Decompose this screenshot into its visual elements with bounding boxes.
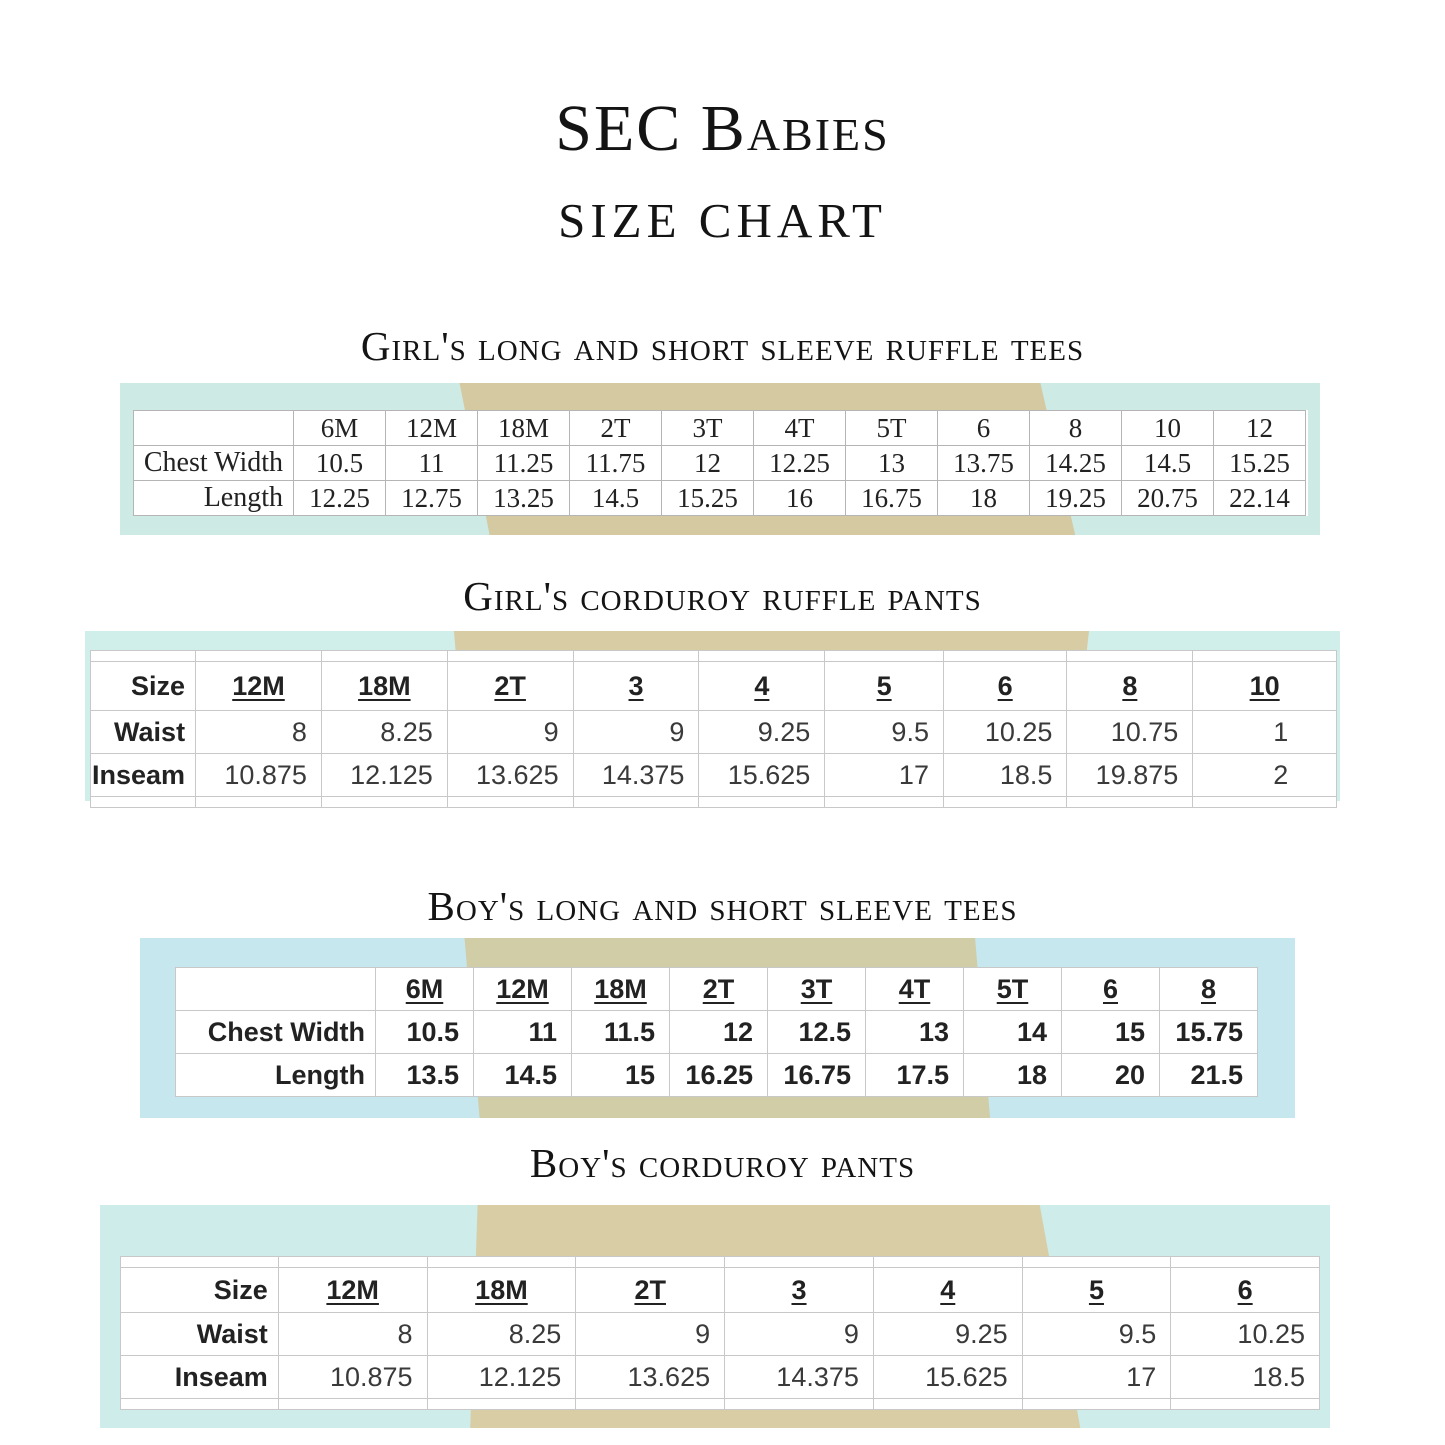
value-cell: 9.25 <box>699 711 825 754</box>
value-cell: 9.5 <box>825 711 944 754</box>
value-cell: 16.25 <box>670 1054 768 1097</box>
value-cell: 18.5 <box>943 754 1066 797</box>
row-label: Inseam <box>91 754 196 797</box>
size-header-cell: 2T <box>670 968 768 1011</box>
section-heading-boys-pants: Boy's corduroy pants <box>529 1140 916 1186</box>
size-header-cell: 4T <box>866 968 964 1011</box>
value-cell: 15.625 <box>873 1356 1022 1399</box>
value-cell: 14.375 <box>725 1356 874 1399</box>
size-header-cell: 3 <box>573 662 699 711</box>
grid-sliver-cell <box>873 1257 1022 1268</box>
size-header-cell: 2T <box>570 411 662 446</box>
value-cell: 11.5 <box>572 1011 670 1054</box>
grid-sliver-cell <box>1067 651 1193 662</box>
size-header-cell: 6 <box>938 411 1030 446</box>
value-cell: 9 <box>725 1313 874 1356</box>
value-cell: 17 <box>825 754 944 797</box>
grid-sliver-cell <box>576 1399 725 1410</box>
value-cell: 9 <box>573 711 699 754</box>
value-cell: 9.5 <box>1022 1313 1171 1356</box>
value-cell: 8.25 <box>427 1313 576 1356</box>
row-label: Inseam <box>121 1356 279 1399</box>
value-cell: 12.125 <box>321 754 447 797</box>
row-label: Chest Width <box>134 446 294 481</box>
value-cell: 10.25 <box>943 711 1066 754</box>
value-cell: 12.25 <box>294 481 386 516</box>
grid-sliver-cell <box>427 1399 576 1410</box>
grid-sliver-cell <box>196 797 322 808</box>
size-header-cell: 8 <box>1160 968 1258 1011</box>
value-cell: 11.25 <box>478 446 570 481</box>
value-cell: 12.25 <box>754 446 846 481</box>
grid-sliver-cell <box>699 797 825 808</box>
table <box>120 1256 1320 1410</box>
value-cell: 10.75 <box>1067 711 1193 754</box>
value-cell: 22.14 <box>1214 481 1306 516</box>
size-header-cell: 10 <box>1122 411 1214 446</box>
size-header-cell: 6 <box>1171 1268 1320 1313</box>
value-cell: 10.5 <box>376 1011 474 1054</box>
value-cell: 11 <box>474 1011 572 1054</box>
grid-sliver-cell <box>576 1257 725 1268</box>
value-cell: 15.625 <box>699 754 825 797</box>
size-header-cell: 6 <box>943 662 1066 711</box>
grid-sliver-cell <box>278 1399 427 1410</box>
value-cell: 9.25 <box>873 1313 1022 1356</box>
value-cell: 15 <box>1062 1011 1160 1054</box>
grid-sliver-cell <box>1171 1257 1320 1268</box>
grid-sliver-cell <box>725 1257 874 1268</box>
value-cell: 15.75 <box>1160 1011 1258 1054</box>
value-cell: 13.625 <box>576 1356 725 1399</box>
corner-cell: Size <box>91 662 196 711</box>
value-cell: 13.75 <box>938 446 1030 481</box>
value-cell: 15.25 <box>1214 446 1306 481</box>
value-cell: 9 <box>447 711 573 754</box>
page-subtitle: SIZE CHART <box>558 193 887 248</box>
row-label: Waist <box>91 711 196 754</box>
corner-cell <box>134 411 294 446</box>
value-cell: 10.25 <box>1171 1313 1320 1356</box>
size-header-cell: 12M <box>278 1268 427 1313</box>
value-cell: 1 <box>1193 711 1337 754</box>
value-cell: 17.5 <box>866 1054 964 1097</box>
size-header-cell: 10 <box>1193 662 1337 711</box>
value-cell: 15 <box>572 1054 670 1097</box>
grid-sliver-cell <box>121 1257 279 1268</box>
value-cell: 9 <box>576 1313 725 1356</box>
value-cell: 14.5 <box>474 1054 572 1097</box>
size-header-cell: 5T <box>846 411 938 446</box>
value-cell: 13.5 <box>376 1054 474 1097</box>
value-cell: 19.25 <box>1030 481 1122 516</box>
grid-sliver-cell <box>943 651 1066 662</box>
size-table-boys-pants <box>120 1256 1320 1410</box>
value-cell: 18.5 <box>1171 1356 1320 1399</box>
corner-cell: Size <box>121 1268 279 1313</box>
size-header-cell: 3T <box>768 968 866 1011</box>
grid-sliver-cell <box>321 651 447 662</box>
grid-sliver-cell <box>1193 797 1337 808</box>
value-cell: 12.75 <box>386 481 478 516</box>
size-header-cell: 18M <box>572 968 670 1011</box>
size-header-cell: 3T <box>662 411 754 446</box>
size-header-cell: 6 <box>1062 968 1160 1011</box>
value-cell: 8 <box>278 1313 427 1356</box>
section-heading-girls-tees: Girl's long and short sleeve ruffle tees <box>360 323 1085 369</box>
value-cell: 11.75 <box>570 446 662 481</box>
value-cell: 11 <box>386 446 478 481</box>
size-table-girls-tees <box>133 410 1308 516</box>
corner-cell <box>176 968 376 1011</box>
row-label: Length <box>176 1054 376 1097</box>
size-header-cell: 8 <box>1030 411 1122 446</box>
size-header-cell: 5 <box>825 662 944 711</box>
value-cell: 10.5 <box>294 446 386 481</box>
size-header-cell: 12M <box>196 662 322 711</box>
value-cell: 8 <box>196 711 322 754</box>
size-header-cell: 2T <box>447 662 573 711</box>
value-cell: 14.5 <box>1122 446 1214 481</box>
page-title: SEC Babies <box>555 92 890 165</box>
value-cell: 14.25 <box>1030 446 1122 481</box>
value-cell: 15.25 <box>662 481 754 516</box>
grid-sliver-cell <box>1022 1257 1171 1268</box>
size-header-cell: 6M <box>376 968 474 1011</box>
grid-sliver-cell <box>278 1257 427 1268</box>
size-header-cell: 8 <box>1067 662 1193 711</box>
grid-sliver-cell <box>699 651 825 662</box>
size-header-cell: 18M <box>427 1268 576 1313</box>
grid-sliver-cell <box>1067 797 1193 808</box>
table <box>133 410 1306 516</box>
value-cell: 17 <box>1022 1356 1171 1399</box>
grid-sliver-cell <box>447 651 573 662</box>
value-cell: 16.75 <box>846 481 938 516</box>
value-cell: 16.75 <box>768 1054 866 1097</box>
value-cell: 12 <box>670 1011 768 1054</box>
value-cell: 20.75 <box>1122 481 1214 516</box>
grid-sliver-cell <box>447 797 573 808</box>
row-label: Chest Width <box>176 1011 376 1054</box>
value-cell: 13 <box>866 1011 964 1054</box>
grid-sliver-cell <box>427 1257 576 1268</box>
grid-sliver-cell <box>725 1399 874 1410</box>
size-header-cell: 18M <box>321 662 447 711</box>
size-table-girls-pants <box>90 650 1337 808</box>
value-cell: 14.375 <box>573 754 699 797</box>
grid-sliver-cell <box>91 651 196 662</box>
value-cell: 13.25 <box>478 481 570 516</box>
row-label: Length <box>134 481 294 516</box>
size-header-cell: 4 <box>873 1268 1022 1313</box>
size-header-cell: 6M <box>294 411 386 446</box>
size-header-cell: 4 <box>699 662 825 711</box>
grid-sliver-cell <box>573 651 699 662</box>
value-cell: 13 <box>846 446 938 481</box>
table <box>90 650 1337 808</box>
value-cell: 2 <box>1193 754 1337 797</box>
value-cell: 12.125 <box>427 1356 576 1399</box>
size-header-cell: 5 <box>1022 1268 1171 1313</box>
grid-sliver-cell <box>321 797 447 808</box>
section-heading-boys-tees: Boy's long and short sleeve tees <box>427 883 1018 929</box>
section-heading-girls-pants: Girl's corduroy ruffle pants <box>463 573 982 619</box>
grid-sliver-cell <box>1193 651 1337 662</box>
grid-sliver-cell <box>873 1399 1022 1410</box>
grid-sliver-cell <box>943 797 1066 808</box>
table <box>175 967 1258 1097</box>
grid-sliver-cell <box>1171 1399 1320 1410</box>
size-header-cell: 12M <box>386 411 478 446</box>
value-cell: 20 <box>1062 1054 1160 1097</box>
value-cell: 18 <box>964 1054 1062 1097</box>
value-cell: 10.875 <box>196 754 322 797</box>
value-cell: 14 <box>964 1011 1062 1054</box>
size-header-cell: 3 <box>725 1268 874 1313</box>
grid-sliver-cell <box>91 797 196 808</box>
value-cell: 12 <box>662 446 754 481</box>
value-cell: 14.5 <box>570 481 662 516</box>
value-cell: 12.5 <box>768 1011 866 1054</box>
grid-sliver-cell <box>825 651 944 662</box>
size-header-cell: 2T <box>576 1268 725 1313</box>
grid-sliver-cell <box>825 797 944 808</box>
value-cell: 10.875 <box>278 1356 427 1399</box>
grid-sliver-cell <box>196 651 322 662</box>
grid-sliver-cell <box>121 1399 279 1410</box>
size-header-cell: 12M <box>474 968 572 1011</box>
size-header-cell: 18M <box>478 411 570 446</box>
value-cell: 16 <box>754 481 846 516</box>
value-cell: 18 <box>938 481 1030 516</box>
size-header-cell: 5T <box>964 968 1062 1011</box>
row-label: Waist <box>121 1313 279 1356</box>
value-cell: 13.625 <box>447 754 573 797</box>
size-header-cell: 4T <box>754 411 846 446</box>
value-cell: 8.25 <box>321 711 447 754</box>
grid-sliver-cell <box>1022 1399 1171 1410</box>
size-table-boys-tees <box>175 967 1258 1097</box>
value-cell: 21.5 <box>1160 1054 1258 1097</box>
value-cell: 19.875 <box>1067 754 1193 797</box>
grid-sliver-cell <box>573 797 699 808</box>
size-header-cell: 12 <box>1214 411 1306 446</box>
